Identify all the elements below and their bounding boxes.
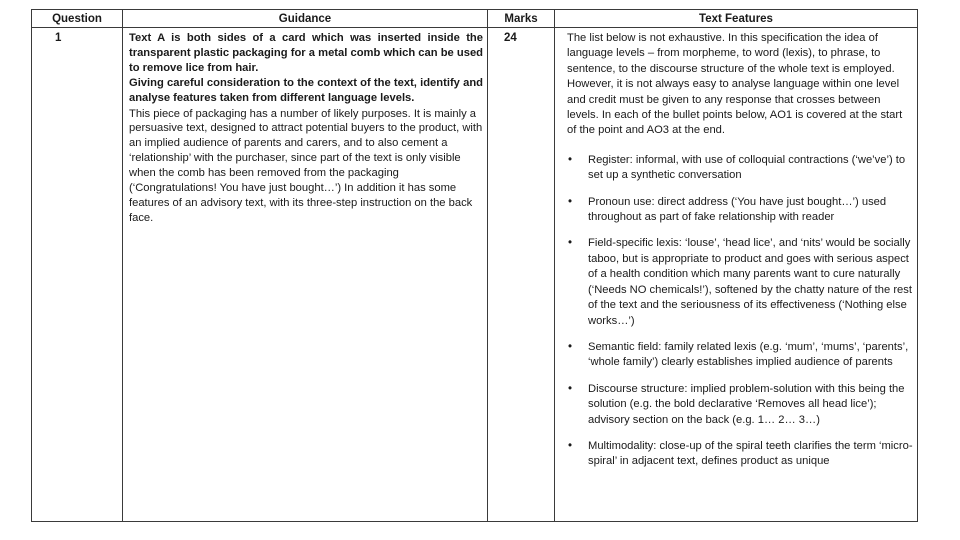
marks-value: 24 xyxy=(504,32,517,44)
header-marks: Marks xyxy=(488,10,555,28)
guidance-commentary: This piece of packaging has a number of likely purposes. It is mainly a persuasive text, designed to attract potential buyers to the product, with an implied audience of parents and carers, and to also cement a ‘relationship’ with the purchaser, since part of the text is only visible when the comb has been removed from the packaging (‘Congratulations! You have just bought…’) In addition it has some features of an advisory text, with its three-step instruction on the back face. xyxy=(129,107,483,224)
bullet-icon: • xyxy=(568,153,573,166)
list-item xyxy=(567,382,913,428)
bullet-icon: • xyxy=(568,439,573,452)
list-item xyxy=(567,236,913,328)
feature-text: Discourse structure: implied problem-solution with this being the solution (e.g. the bold declarative ‘Removes all head lice’); advisory section on the back (e.g. 1… 2… 3…) xyxy=(588,382,905,426)
text-features-cell xyxy=(555,28,918,522)
table-row xyxy=(32,28,918,522)
list-item xyxy=(567,340,913,371)
guidance-task-description: Text A is both sides of a card which was inserted inside the transparent plastic packaging for a metal comb which can be used to remove lice from hair. xyxy=(129,32,483,74)
bullet-icon: • xyxy=(568,382,573,395)
header-guidance: Guidance xyxy=(123,10,488,28)
question-cell xyxy=(32,28,123,522)
question-number: 1 xyxy=(55,32,62,44)
bullet-icon: • xyxy=(568,340,573,353)
feature-text: Semantic field: family related lexis (e.g. ‘mum’, ‘mums’, ‘parents’, ‘whole family’) clearly establishes implied audience of parents xyxy=(588,340,909,369)
list-item xyxy=(567,153,913,184)
feature-text: Register: informal, with use of colloquial contractions (‘we’ve’) to set up a synthetic conversation xyxy=(588,153,906,182)
feature-text: Field-specific lexis: ‘louse’, ‘head lice’, and ‘nits’ would be socially taboo, but is appropriate to product and goes with serious aspect of a health condition which many parents want to cure naturally (‘Needs NO chemicals!’), softened by the chatty nature of the rest of the text and the seriousness of its effectiveness (‘Nothing else works…’) xyxy=(588,237,912,327)
header-row xyxy=(32,10,918,28)
bullet-icon: • xyxy=(568,237,573,250)
features-intro: The list below is not exhaustive. In this specification the idea of language levels – from morpheme, to word (lexis), to phrase, to sentence, to the discourse structure of the whole text is employed. However, it is not always easy to analyse language within one level and credit must be given to any response that crosses between levels. In each of the bullet points below, AO1 is covered at the start of the point and AO3 at the end. xyxy=(567,32,903,137)
list-item xyxy=(567,195,913,226)
features-list xyxy=(567,153,913,470)
marks-cell xyxy=(488,28,555,522)
guidance-task-instruction: Giving careful consideration to the context of the text, identify and analyse features taken from different language levels. xyxy=(129,76,483,104)
header-text-features: Text Features xyxy=(555,10,918,28)
bullet-icon: • xyxy=(568,195,573,208)
guidance-cell xyxy=(123,28,488,522)
feature-text: Multimodality: close-up of the spiral teeth clarifies the term ‘micro-spiral’ in adjacent text, defines product as unique xyxy=(588,439,913,468)
list-item xyxy=(567,439,913,470)
feature-text: Pronoun use: direct address (‘You have just bought…’) used throughout as part of fake relationship with reader xyxy=(588,195,887,224)
header-question: Question xyxy=(32,10,123,28)
mark-scheme-table xyxy=(31,9,918,522)
